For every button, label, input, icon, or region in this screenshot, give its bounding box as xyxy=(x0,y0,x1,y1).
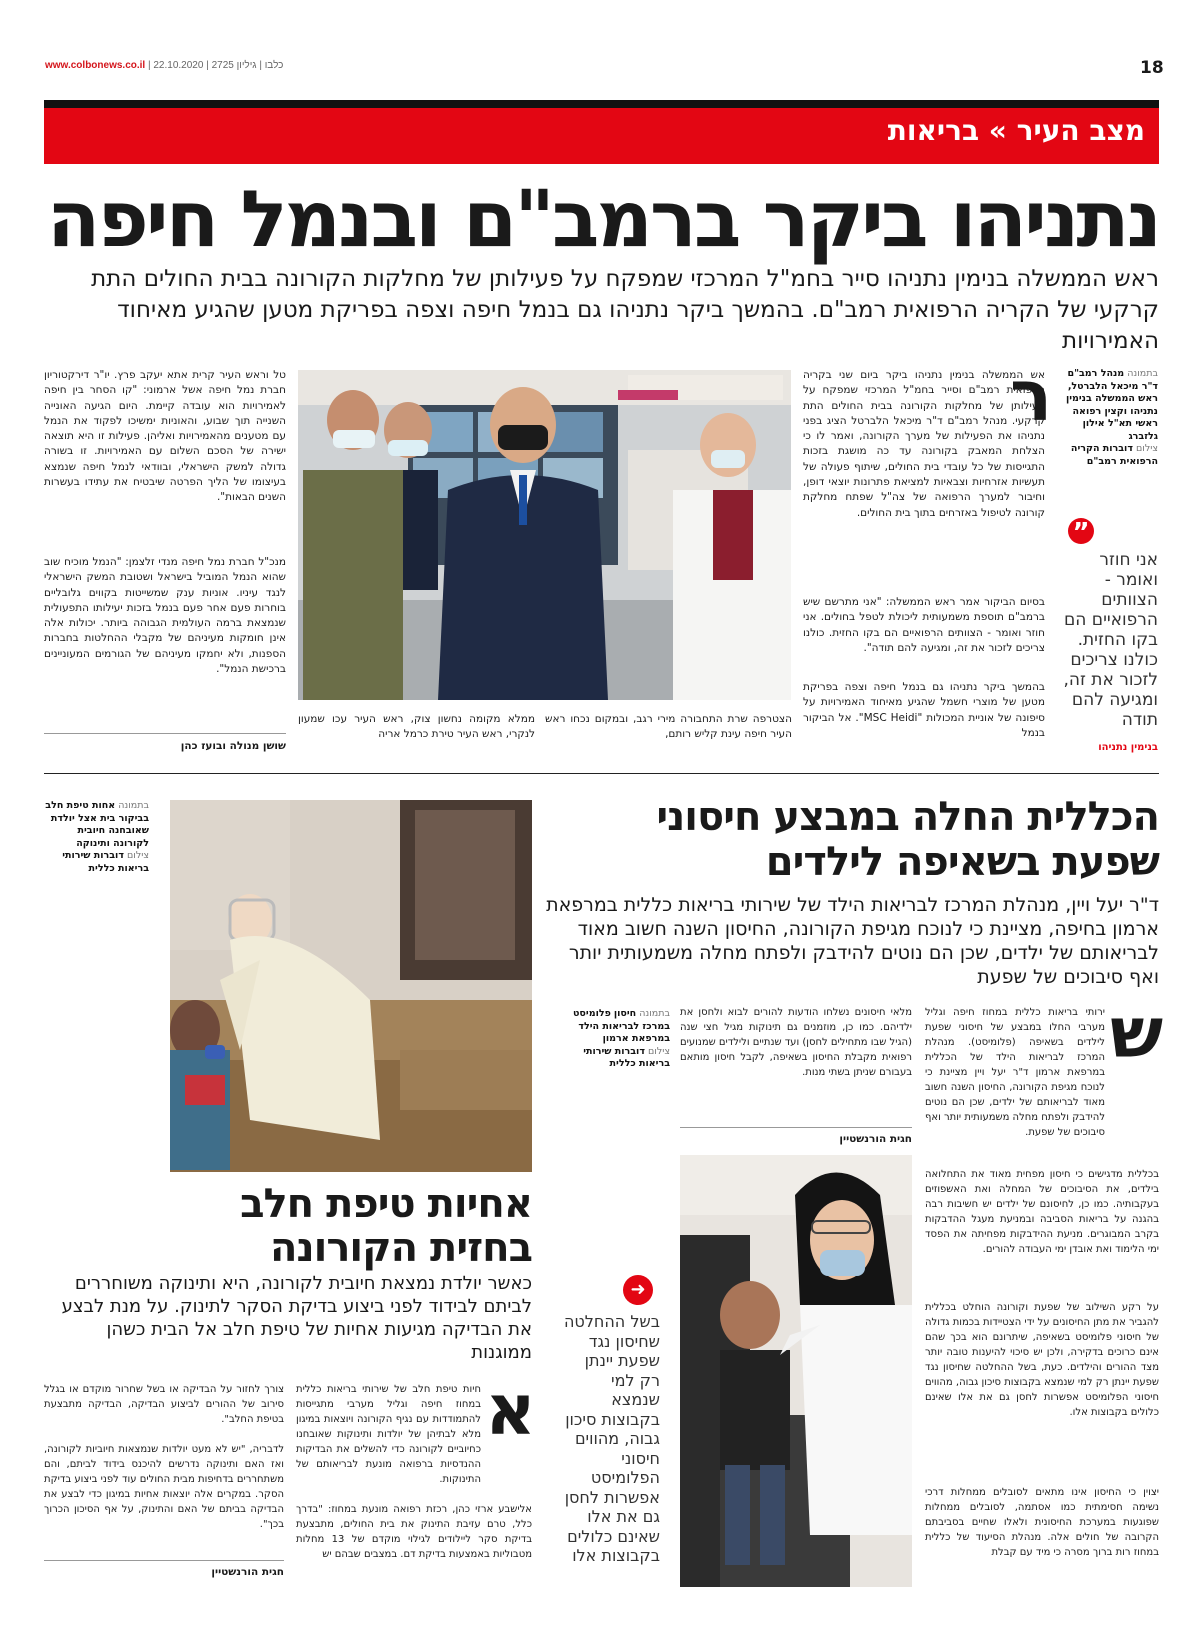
article2-caption xyxy=(560,1008,670,1071)
article2-col1-lead: ירותי בריאות כללית במחוז חיפה וגליל מערבי החלו במבצע של חיסוני שפעת לילדים בשאיפה (פלומיסט). מנהלת המרכז לבריאות הילד של הכללית במרפאת ארמון ד"ר יעל ויין מציינת כי לנוכח מגיפת הקורונה, החיסון השנה חשוב מאוד לבריאותם של ילדים, שכן הם נוטים להידבק ולפתח מחלה משמעותית יותר ואף סיבוכים של שפעת. xyxy=(925,1007,1105,1138)
photo-credit: דוברות הקריה הרפואית רמב"ם xyxy=(1070,443,1158,467)
site-url[interactable]: www.colbonews.co.il xyxy=(45,60,146,71)
nurse-home-visit-image xyxy=(170,800,532,1172)
article-divider xyxy=(44,773,1159,774)
article2-pullquote: בשל ההחלטה שחיסון נגד שפעת יינתן רק למי שנמצא בקבוצות סיכון גבוה, מהווים חיסוני הפלומיסט אפשרות לחסן גם את אלו שאינם כלולים בקבוצות אלו xyxy=(563,1312,660,1565)
article3-col1b: אלישבע ארזי כהן, רכזת רפואה מונעת במחוז: "בדרך כלל, טרם עזיבת התינוק את בית החולים, מתבצעת בדיקת סקר ליילודים לגילוי מוקדם של 13 מחלות מטבוליות באמצעות בדיקת דם. במצבים שבהם יש xyxy=(296,1504,533,1560)
article1-col1-lead: אש הממשלה בנימין נתניהו ביקר ביום שני בקריה הרפואית רמב"ם וסייר בחמ"ל המרכזי שמפקח על פעילותן של מחלקות הקורונה בבית החולים התת קרקעי. מנהל רמב"ם ד"ר מיכאל הלברטל הציג בפני נתניהו את הפעילות של מערך הקורונה, ואמר לו כי הצלחת המאבק בקורונה עד כה מושגת בזכות התגייסות של כל עובדי בית החולים, שיתוף פעולה של תעשיות אזרחיות וצבאיות למציאת פתרונות יוצאי דופן, וחיבור למערך הרפואה של צה"ל שפתח מחלקת קורונה לטיפול באזרחים בתוך בית החולים. xyxy=(803,369,1045,519)
caption-bold: חיסון xyxy=(613,1008,637,1019)
article1-col1-port: בהמשך ביקר נתניהו גם בנמל חיפה וצפה בפריקת מטען של מוצרי חשמל שהגיע מאיחוד האמירויות על סיפונה של אוניית המכולות "MSC Heidi". אל הביקור בנמל xyxy=(803,681,1045,739)
article3-photo xyxy=(170,800,532,1172)
article1-dropcap: ר xyxy=(1010,355,1053,437)
article2-photo xyxy=(680,1155,912,1587)
article3-col2b: לדבריה, "יש לא מעט יולדות שנמצאות חיוביות לקורונה, ואז האם ותינוקה נדרשים להיכנס בידוד לביתם, והם משתחררים בדחיפות מבית החולים עוד לפני ביצוע בדיקת הסקר. במקרים אלה יוצאות אחיות במיגון כדי לבצע את הבדיקה בביתם של האם והתינוק, על אף הסיכון הכרוך בכך". xyxy=(44,1444,284,1530)
photo-credit: דוברות שירותי בריאות כללית xyxy=(62,850,149,874)
article1-byline: שושן מנולה ובועז כהן xyxy=(180,740,286,752)
caption-bold: מנהל רמב"ם xyxy=(1067,368,1125,379)
article3-col2: צורך לחזור על הבדיקה או בשל שחרור מוקדם או בגלל סירוב של ההורים לביצוע הבדיקה, הבדיקה מתבצעת בטיפת החלב". xyxy=(44,1384,284,1425)
article2-headline-1: הכללית החלה במבצע חיסוני xyxy=(656,794,1159,840)
article3-col1-lead: חיות טיפת חלב של שירותי בריאות כללית במחוז חיפה וגליל מערבי מתגייסות להתמודדות עם נגיף הקורונה ויוצאות במיגון מלא לבתיהן של יולדות ותינוקות שאובחנו כחיוביים לקורונה כדי להשלים את הבדיקות ההנדסיות ברפואה מונעת לבריאותם של התינוקות. xyxy=(296,1384,481,1485)
byline-rule xyxy=(44,1560,284,1561)
section-top-rule xyxy=(44,100,1159,108)
article2-col1c: על רקע השילוב של שפעת וקורונה הוחלט בכללית להגביר את מתן החיסונים על ידי הצטיידות בכמות גדולה של חיסוני פלומיסט בשאיפה, שיתרונם הוא בכך שהם אינם כרוכים בדקירה, ולכן יש סיכוי להיענות טובה יותר מצד ההורים והילדים. כעת, בשל ההחלטה שחיסון נגד שפעת יינתן רק למי שנמצא בקבוצות סיכון גבוה, מהווים חיסוני הפלומיסט אפשרות לחסן גם את אלו שאינם כלולים בקבוצות אלו. xyxy=(925,1302,1159,1418)
caption-label: בתמונה xyxy=(1127,368,1158,379)
article1-col2: טל וראש העיר קרית אתא יעקב פרץ. יו"ר דירקטוריון חברת נמל חיפה אשל ארמוני: "קו הסחר בין חיפה לאמירויות הוא עובדה קיימת. היום הגיעה האונייה השנייה תוך שבוע, והאוניות ימשיכו לפקוד את הנמל עם מטענים מהאמירויות ואליהן. פעילות זו היא תוצאה ישירה של הסכם השלום עם האמירויות. זו בשורה גדולה למשק הישראלי, ובוודאי לנמל חיפה שנמצא בעיצומו של הליך הפרטה שיבטיח את עתידו בעשרות השנים הבאות". xyxy=(44,369,286,504)
article2-dropcap: ש xyxy=(1110,992,1164,1074)
byline-rule xyxy=(44,733,286,734)
article2-col2: מלאי חיסונים נשלחו הודעות להורים לבוא ולחסן את ילדיהם. כמו כן, מוזמנים גם תינוקות מגיל חצי שנה (הגיל שבו מתחילים לחסן) ועד שנתיים ולילדים שמנועים רפואית מקבלת החיסון בשאיפה, לקבל חיסון מותאם בעבורם שניתן בשתי מנות. xyxy=(680,1007,912,1078)
photo-credit: דוברות שירותי בריאות כללית xyxy=(583,1045,670,1069)
issue-meta: | כלבו | גיליון 2725 | 22.10.2020 xyxy=(147,60,284,71)
pullquote-author: בנימין נתניהו xyxy=(1098,742,1158,753)
article3-subhead: כאשר יולדת נמצאת חיובית לקורונה, היא ותינוקה משוחררים לביתם לבידוד לפני ביצוע בדיקת הסקר לתינוק. על מנת לבצע את הבדיקה מגיעות אחיות של טיפת חלב אל הבית כשהן ממוגנות xyxy=(61,1273,532,1363)
caption-label: בתמונה xyxy=(118,800,149,811)
article1-subhead: ראש הממשלה בנימין נתניהו סייר בחמ"ל המרכזי שמפקח על פעילותן של מחלקות הקורונה בבית החולים התת קרקעי של הקריה הרפואית רמב"ם. בהמשך ביקר נתניהו גם בנמל חיפה וצפה בפריקת מטען שהגיע מאיחוד האמירויות xyxy=(91,266,1159,354)
article1-photo xyxy=(298,370,791,700)
arrow-right-icon: ➜ xyxy=(623,1275,653,1305)
article2-byline: חגית הורנשטיין xyxy=(839,1133,912,1145)
article3-caption xyxy=(44,800,149,875)
photo-label: צילום xyxy=(647,1045,670,1057)
caption-label: בתמונה xyxy=(639,1008,670,1019)
article1-col2b: מנכ"ל חברת נמל חיפה מנדי זלצמן: "הנמל מוכיח שוב שהוא הנמל המוביל בישראל ושטובת המשק הישראלי לנגד עיניו. אוניות ענק שמשייטות בקווים גלובליים בוחרות פעם אחר פעם בנמל בזכות יעילותו התפעולית שנמצאת ברמה העולמית הגבוהה ביותר. יכולות אלה אינן חומקות מעיניהם של מקבלי ההחלטות בחברות הספנות, ולא יחמקו מעיניהם של הגורמים המעוניינים ברכישת הנמל". xyxy=(44,556,286,676)
article3-byline: חגית הורנשטיין xyxy=(211,1566,284,1578)
article1-col1-quote: בסיום הביקור אמר ראש הממשלה: "אני מתרשם שיש ברמב"ם תוספת משמעותית ליכולת לטפל בחולים. אני חוזר ואומר - הצוותים הרפואיים הם בקו החזית. כולנו צריכים לזכור את זה, ומגיעה להם תודה". xyxy=(803,596,1045,654)
caption-text: פלומיסט במרכז לבריאות הילד במרפאת ארמון xyxy=(572,1008,670,1044)
photo-label: צילום xyxy=(1135,443,1158,454)
article2-headline-2: שפעת בשאיפה לילדים xyxy=(765,839,1159,885)
article3-headline-1: אחיות טיפת חלב xyxy=(240,1181,532,1227)
section-title: מצב העיר » בריאות xyxy=(887,114,1145,147)
article1-pullquote: אני חוזר ואומר - הצוותים הרפואיים הם בקו החזית. כולנו צריכים לזכור את זה, ומגיעה להם תודה xyxy=(1063,550,1158,730)
photo-label: צילום xyxy=(126,850,149,861)
page-number: 18 xyxy=(1140,58,1164,78)
caption-text: ד"ר מיכאל הלברטל, ראש הממשלה בנימין נתניהו וקצין רפואה ראשי תא"ל אילון גלזברג xyxy=(1065,380,1158,442)
article2-col1d: יצוין כי החיסון אינו מתאים לסובלים ממחלות דרכי נשימה חסימתית כמו אסתמה, לסובלים ממחלות שפוגעות במערכת החיסונית ולאלו שחיים בסביבתם הקרובה של חולים אלה. מנהלת הסיעוד של כללית במחוז רות ברוך מסרה כי מיד עם קבלת xyxy=(925,1487,1159,1558)
article2-subhead: ד"ר יעל ויין, מנהלת המרכז לבריאות הילד של שירותי בריאות כללית במרפאת ארמון בחיפה, מציינת כי לנוכח מגיפת הקורונה, החיסון השנה חשוב מאוד לבריאותם של ילדים, שכן הם נוטים להידבק ולפתח מחלה משמעותית יותר ואף סיבוכים של שפעת xyxy=(546,894,1159,988)
article1-col-under-left: ממלא מקומה נחשון צוק, ראש העיר עכו שמעון לנקרי, ראש העיר טירת כרמל אריה xyxy=(298,713,535,741)
flu-vaccine-image xyxy=(680,1155,912,1587)
article3-dropcap: א xyxy=(485,1369,536,1451)
article1-caption xyxy=(1058,368,1158,468)
byline-rule xyxy=(680,1127,912,1128)
caption-text: בביקור בית אצל יולדת שאובחנה חיובית לקורונה ותינוקה xyxy=(50,812,149,849)
quote-icon: ” xyxy=(1068,518,1094,544)
article2-col1b: בכללית מדגישים כי חיסון מפחית מאוד את התחלואה בילדים, את הסיבוכים של המחלה ואת האשפוזים בעקבותיה. כמו כן, לחיסונם של ילדים יש חשיבות רבה בהגנה על בריאות הסביבה ובמניעת מעגל ההדבקות בקרב המבוגרים. מניעת ההידבקות מפחיתה את הפסד ימי הלימוד ואת אובדן ימי העבודה להורים. xyxy=(925,1169,1159,1255)
masthead-meta xyxy=(45,60,283,71)
netanyahu-visit-image xyxy=(298,370,791,700)
article1-headline: נתניהו ביקר ברמב"ם ובנמל חיפה xyxy=(46,175,1159,265)
article1-col-under-right: הצטרפה שרת התחבורה מירי רגב, ובמקום נכחו ראש העיר חיפה עינת קליש רותם, xyxy=(545,713,792,741)
article3-headline-2: בחזית הקורונה xyxy=(270,1225,532,1271)
caption-bold: אחות טיפת חלב xyxy=(45,800,116,811)
